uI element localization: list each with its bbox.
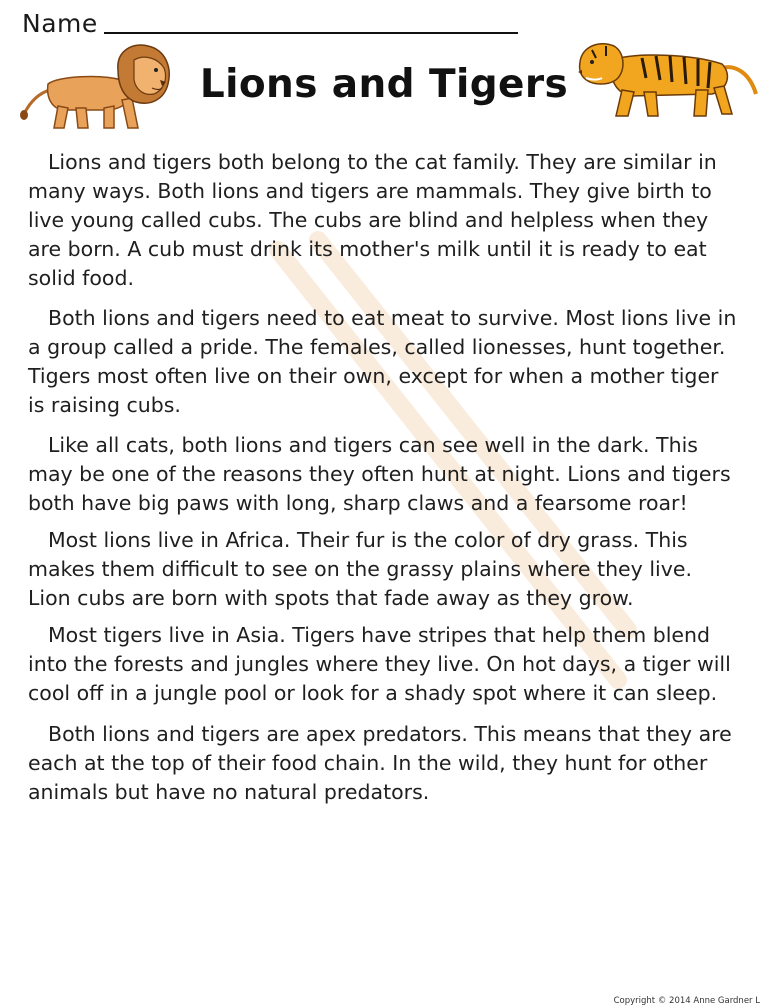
paragraph-6: Both lions and tigers are apex predators. This means that they are each at the top of their food chain. In the wild, they hunt for other animals but have no natural predators. — [28, 722, 732, 804]
paragraph-4: Most lions live in Africa. Their fur is the color of dry grass. This makes them difficult to see on the grassy plains where they live. Lion cubs are born with spots that fade away as they grow. — [28, 528, 692, 610]
paragraph-3: Like all cats, both lions and tigers can see well in the dark. This may be one of the reasons they often hunt at night. Lions and tigers both have big paws with long, sharp claws and a fearsome roar! — [28, 433, 731, 515]
paragraph-2: Both lions and tigers need to eat meat to survive. Most lions live in a group called a pride. The females, called lionesses, hunt together. Tigers most often live on their own, except for when a mother tiger is raising cubs. — [28, 306, 737, 417]
name-row — [22, 4, 518, 36]
copyright-text: Copyright © 2014 Anne Gardner L — [613, 996, 760, 1006]
page-title: Lions and Tigers — [199, 62, 569, 107]
paragraph-5: Most tigers live in Asia. Tigers have stripes that help them blend into the forests and jungles where they live. On hot days, a tiger will cool off in a jungle pool or look for a shady spot where it can sleep. — [28, 623, 731, 705]
paragraph-1: Lions and tigers both belong to the cat family. They are similar in many ways. Both lions and tigers are mammals. They give birth to live young called cubs. The cubs are blind and helpless when they are born. A cub must drink its mother's milk until it is ready to eat solid food. — [28, 150, 717, 290]
name-line[interactable] — [104, 32, 518, 34]
tiger-illustration — [572, 34, 762, 120]
passage-body — [28, 148, 740, 818]
name-label: Name — [22, 9, 98, 38]
